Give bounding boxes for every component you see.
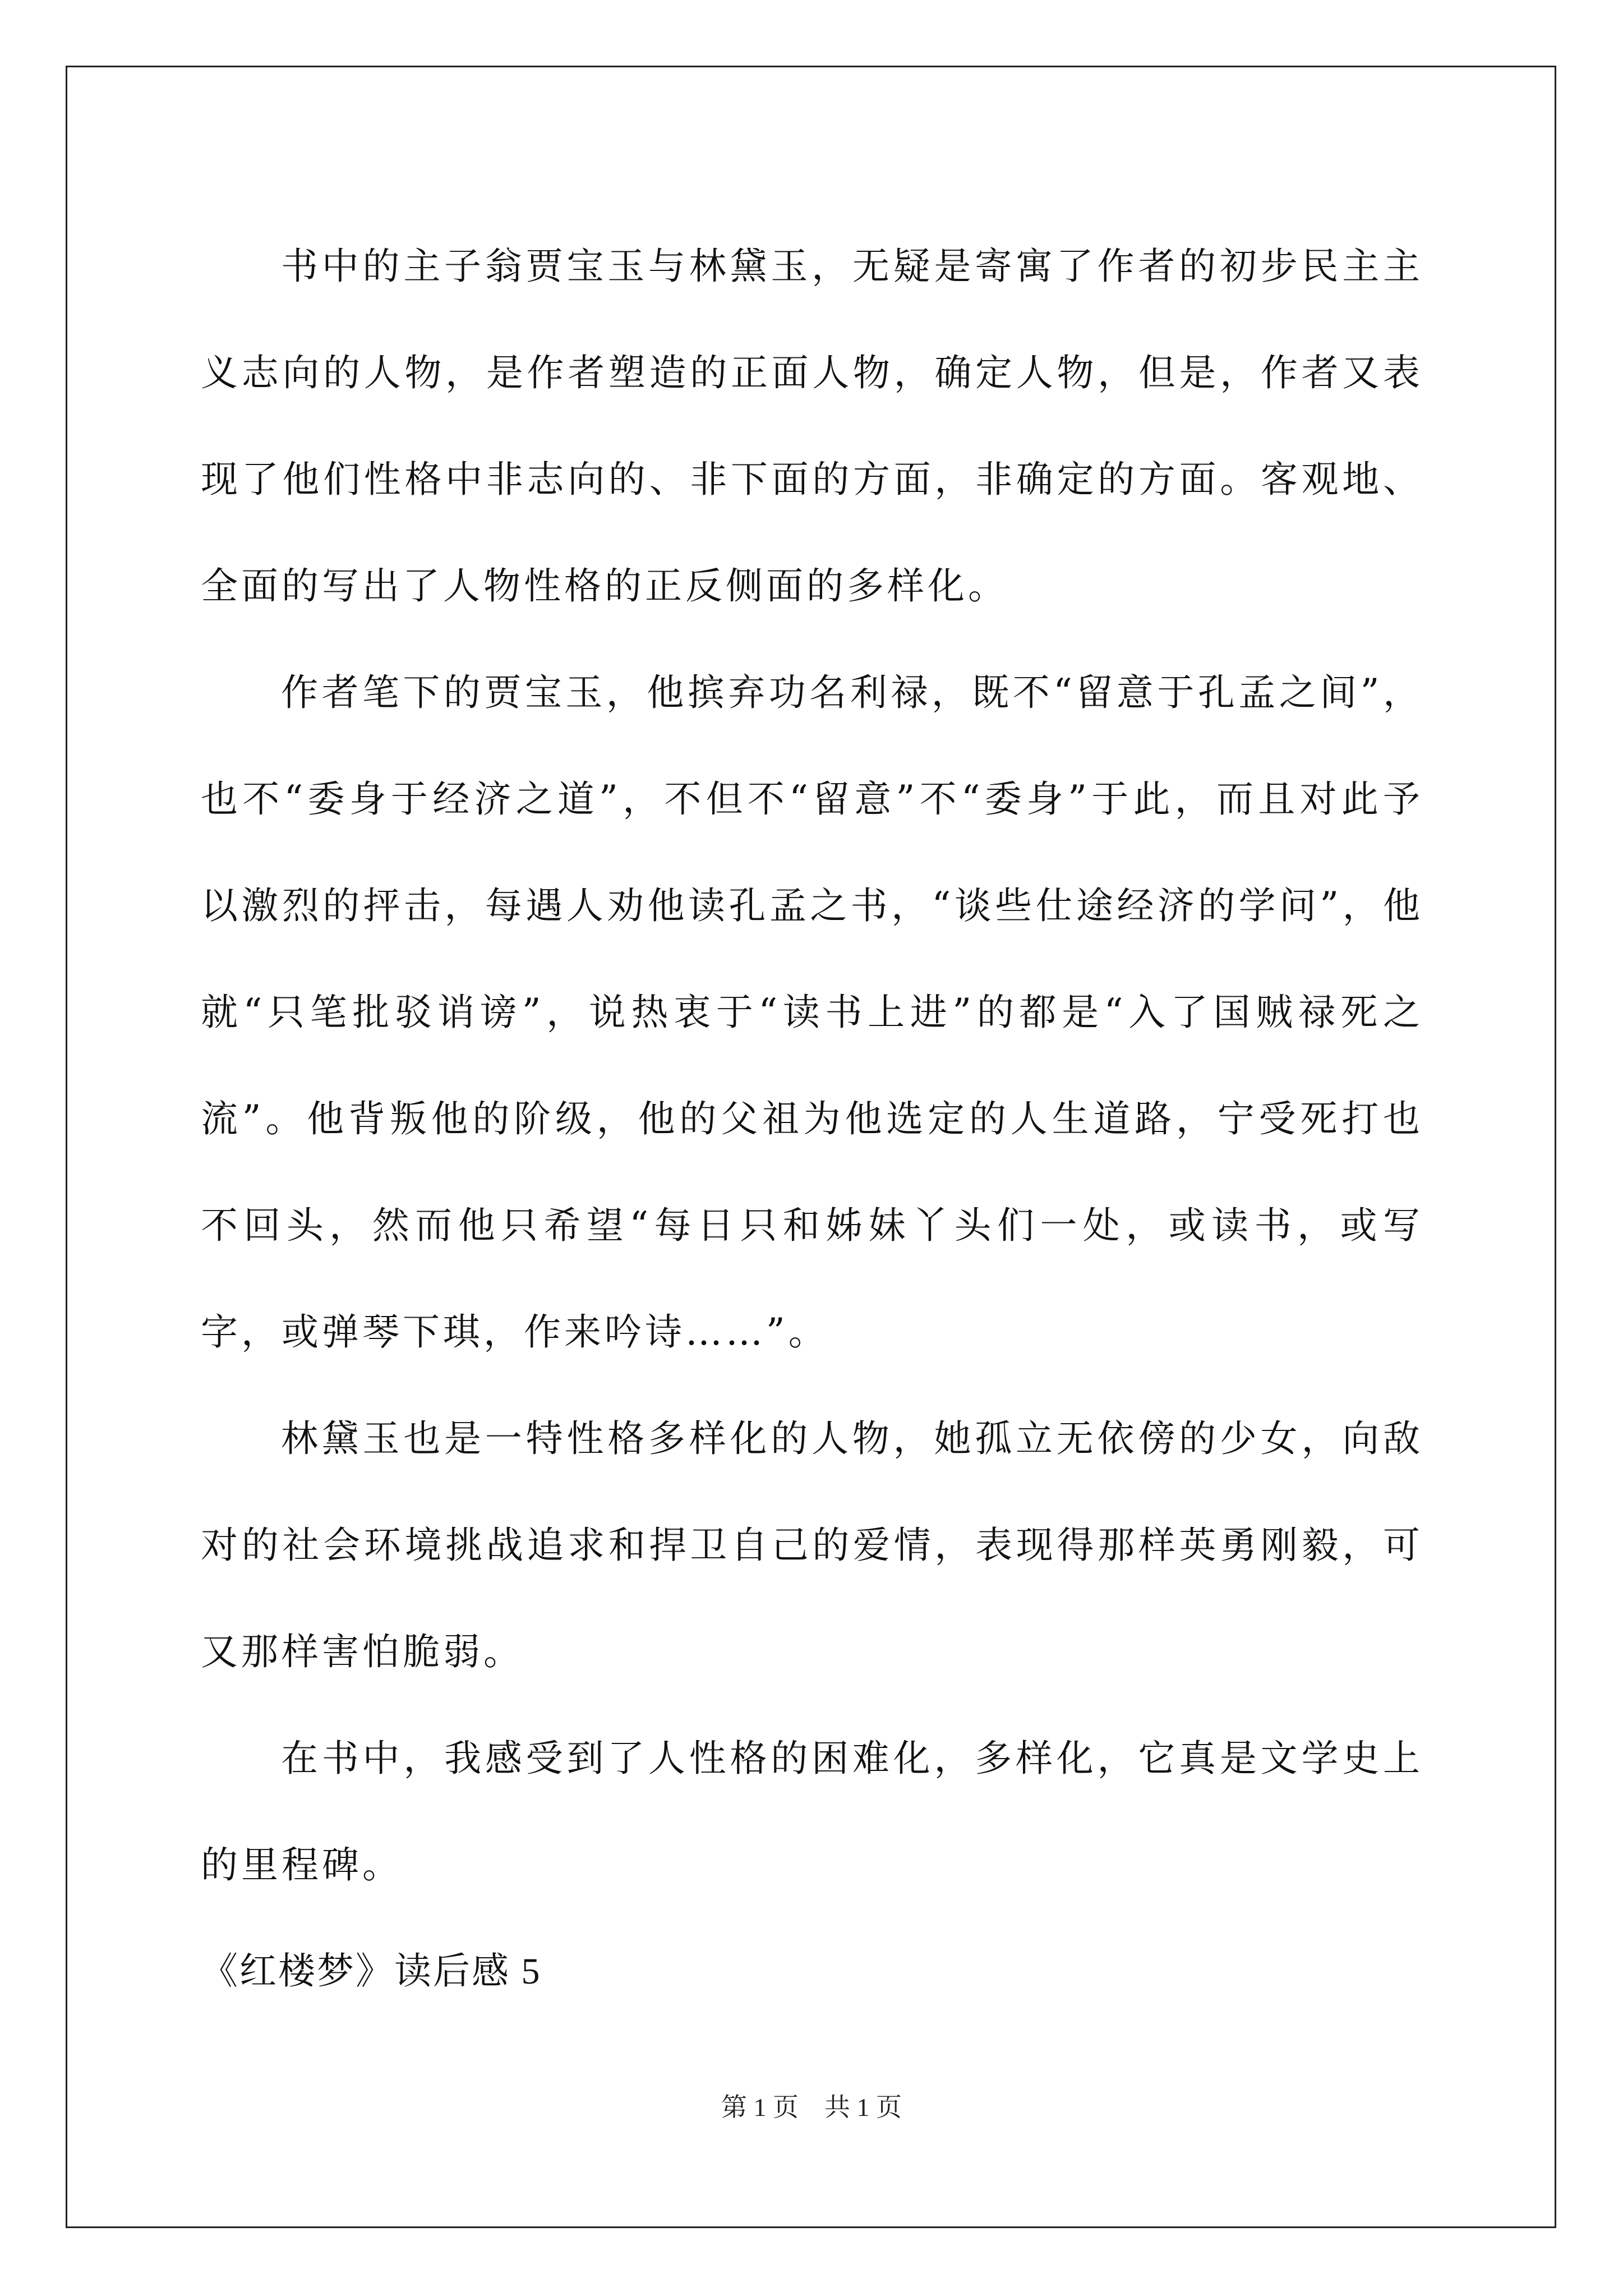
paragraph-3: 林黛玉也是一特性格多样化的人物，她孤立无依傍的少女，向敌对的社会环境挑战追求和捍卫自己的爱情，表现得那样英勇刚毅，可又那样害怕脆弱。 [201,1417,1423,1673]
document-body [201,213,1423,2025]
paragraph-2: 作者笔下的贾宝玉，他摈弃功名利禄，既不“留意于孔孟之间”，也不“委身于经济之道”，不但不“留意”不“委身”于此，而且对此予以激烈的抨击，每遇人劝他读孔孟之书，“谈些仕途经济的学问”，他就“只笔批驳诮谤”，说热衷于“读书上进”的都是“入了国贼禄死之流”。他背叛他的阶级，他的父祖为他选定的人生道路，宁受死打也不回头，然而他只希望“每日只和姊妹丫头们一处，或读书，或写字，或弹琴下琪，作来吟诗……”。 [201,671,1423,1354]
paragraph-4: 在书中，我感受到了人性格的困难化，多样化，它真是文学史上的里程碑。 [201,1737,1423,1887]
page-number-footer: 第 1 页 共 1 页 [721,2093,902,2122]
paragraph-1: 书中的主子翁贾宝玉与林黛玉，无疑是寄寓了作者的初步民主主义志向的人物，是作者塑造的正面人物，确定人物，但是，作者又表现了他们性格中非志向的、非下面的方面，非确定的方面。客观地、全面的写出了人物性格的正反侧面的多样化。 [201,245,1423,608]
section-heading: 《红楼梦》读后感 5 [201,1951,542,1992]
